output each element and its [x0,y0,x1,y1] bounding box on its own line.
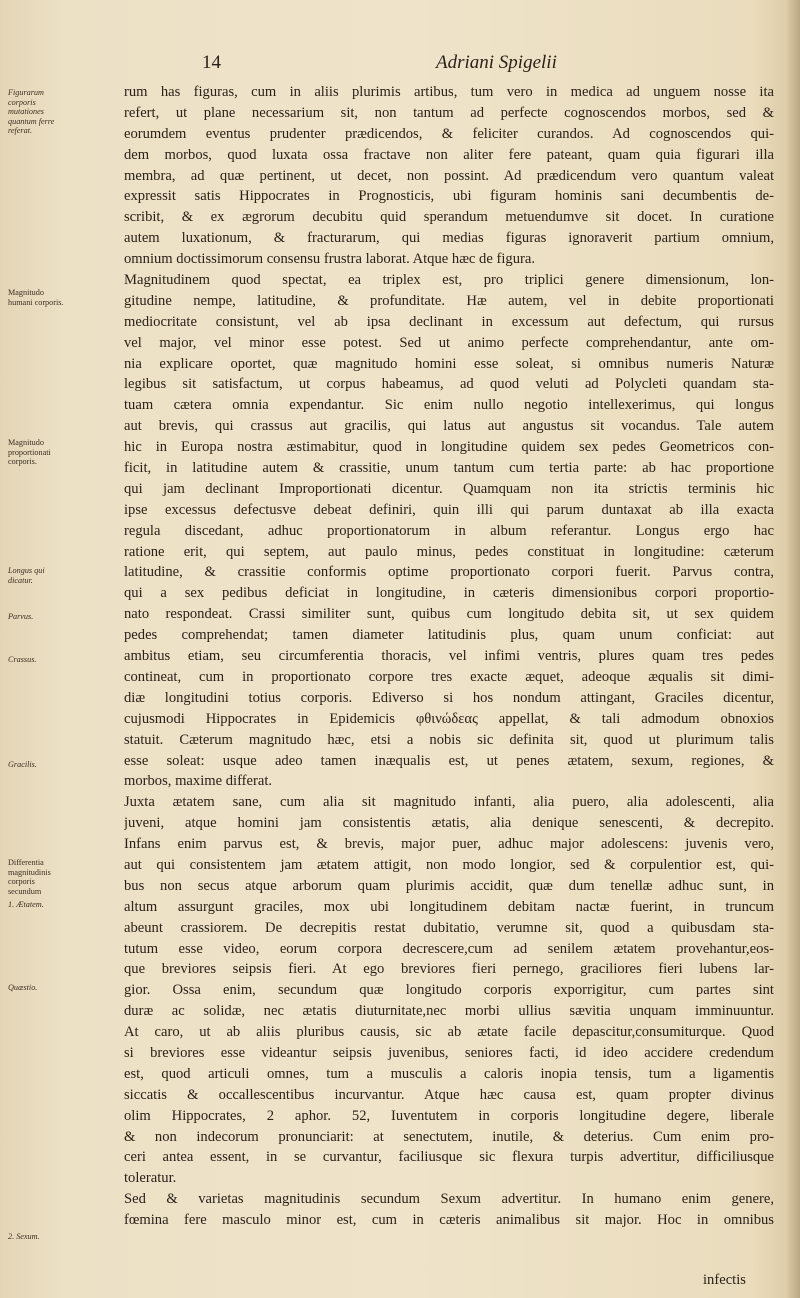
text-line: nato respondeat. Crassi similiter sunt, quibus cum longitudo debita sit, ut sex quidem [124,606,774,623]
text-line: qui jam declinant Improportionati dicentur. Quamquam non ita strictis terminis hic [124,480,774,497]
text-line: tutum esse video, eorum corpora decrescere,cum ad senilem ætatem provehantur,eos- [124,940,774,957]
text-line: ratione erit, qui septem, aut paulo minus, pedes constituat in longitudine: cæterum [124,543,774,560]
text-line: bus non secus atque arborum quam plurimis accidit, quæ dum tenellæ adhuc sunt, in [124,877,774,894]
text-line: omnium doctissimorum consensu frustra laborat. Atque hæc de figura. [124,251,535,268]
text-line: juveni, atque homini jam consistentis ætatis, alia denique senescenti, & decrepito. [124,815,774,832]
text-line: Magnitudinem quod spectat, ea triplex est, pro triplici genere dimensionum, lon- [124,272,774,289]
text-line: duræ ac solidæ, nec ætatis diuturnitate,nec morbi ullius sævitia unquam imminuuntur. [124,1003,774,1020]
text-line: aut brevis, qui crassus aut gracilis, qui latus aut angustus sit vocandus. Tale autem [124,418,774,435]
text-line: fœmina fere masculo minor est, cum in cæteris animalibus sit major. Hoc in omnibus [124,1212,774,1229]
text-line: altum assurgunt graciles, mox ubi longitudinem debitam nactæ fuerint, in truncum [124,898,774,915]
text-line: pedes comprehendat; tamen diameter latitudinis plus, quam unum conficiat: aut [124,627,774,644]
text-line: expressit satis Hippocrates in Prognosticis, ubi figuram hominis sani decumbentis de- [124,188,774,205]
text-line: si breviores esse videantur seipsis juvenibus, seniores facti, id ideo accidere credendum [124,1044,774,1061]
text-line: que breviores seipsis fieri. At ego breviores fieri pernego, graciliores fieri lubens lar- [124,961,774,978]
text-line: nia explicare oportet, quæ magnitudo homini esse soleat, si omnibus numeris Naturæ [124,355,774,372]
margin-note: Differentia magnitudinis corporis secundum [8,858,51,896]
text-line: ipse excessus defectusve debeat definiri, quin illi qui parum duntaxat ab illa exacta [124,501,774,518]
text-line: Infans enim parvus est, & brevis, major puer, adhuc major adolescens: juvenis vero, [124,836,774,853]
page-gutter-shadow [786,0,800,1298]
text-line: vel major, vel minor esse potest. Sed ut animo perfecte comprehendantur, ante om- [124,334,774,351]
margin-note: Gracilis. [8,760,37,769]
text-line: rum has figuras, cum in aliis plurimis artibus, tum vero in medica ad unguem nosse ita [124,84,774,100]
text-line: scribit, & ex ægrorum decubitu quid sperandum metuendumve sit docet. In curatione [124,209,774,226]
text-line: gior. Ossa enim, secundum quæ longitudo corporis exporrigitur, cum partes sint [124,982,774,999]
text-line: refert, ut plane necessarium sit, non tantum ad perfecte cognoscendos morbos, sed & [124,104,774,121]
text-line: gitudine nempe, latitudine, & profunditate. Hæ autem, vel in debite proportionati [124,292,774,309]
margin-note: Longus qui dicatur. [8,566,45,585]
text-line: legibus sit satisfactum, ut corpus habeamus, ad quod veluti ad Polycleti quandam sta- [124,376,774,393]
text-line: siccatis & occallescentibus incurvantur. Atque hæc causa est, quam propter divinus [124,1086,774,1103]
text-line: esse soleat: usque adeo tamen inæqualis est, ut penes ætatem, sexum, regiones, & [124,752,774,769]
text-line: & non indecorum pronunciarit: at senectutem, inutile, & deterius. Cum enim pro- [124,1128,774,1145]
text-line: est, quod articuli omnes, tum a musculis a caloris inopia tensis, tum a ligamentis [124,1065,774,1082]
text-line: olim Hippocrates, 2 aphor. 52, Iuventutem in corporis longitudine degere, liberale [124,1107,774,1124]
text-line: aut qui consistentem jam ætatem attigit, non modo longior, sed & corpulentior est, qui- [124,856,774,873]
text-line: toleratur. [124,1170,177,1187]
margin-note: Magnitudo proportionati corporis. [8,438,51,467]
text-line: abeunt crassiorem. De decrepitis restat dubitatio, verumne sit, quod a quibusdam sta- [124,919,774,936]
text-line: mediocritate consistunt, vel ab ipsa declinant in excessum aut defectum, qui rursus [124,313,774,330]
catchword: infectis [703,1272,746,1288]
text-line: At caro, ut ab aliis pluribus causis, sic ab ætate facile depascitur,consumiturque. Quod [124,1024,774,1041]
page-number: 14 [202,52,221,73]
text-line: cujusmodi Hippocrates in Epidemicis φθινώδεας appellat, & tali admodum obnoxios [124,710,774,727]
text-line: regula discedant, adhuc proportionatorum in album referantur. Longus ergo hac [124,522,774,539]
margin-note: Quæstio. [8,983,38,992]
text-line: tuam cætera omnia expendantur. Sic enim nullo negotio intellexerimus, qui longus [124,397,774,414]
text-line: qui a sex pedibus deficiat in longitudine, in cæteris dimensionibus corpori proportio- [124,585,774,602]
margin-note: Crassus. [8,655,37,664]
text-line: hic in Europa nostra æstimabitur, quod in longitudine quidem sex pedes Geometricos con- [124,439,774,456]
text-line: contineat, cum in proportionato corpore tres exacte æquet, adeoque æqualis sit dimi- [124,668,774,685]
margin-note: Parvus. [8,612,34,621]
text-line: latitudine, & crassitie conformis optime proportionato corpori fuerit. Parvus contra, [124,564,774,581]
margin-note: Figurarum corporis mutationes quantum ferre referat. [8,88,55,136]
text-line: Sed & varietas magnitudinis secundum Sexum advertitur. In humano enim genere, [124,1191,774,1208]
text-line: morbos, maxime differat. [124,773,273,790]
text-line: ceri antea essent, in se curvantur, faciliusque sic flexura turpis advertitur, difficiliusque [124,1149,774,1166]
text-line: ambitus etiam, seu circumferentia thoracis, vel infimi ventris, plures quam tres pedes [124,648,774,665]
page-header [0,52,800,76]
text-line: statuit. Cæterum magnitudo hæc, etsi a nobis sic definita sit, quod ut plurimum talis [124,731,774,748]
margin-note: 1. Ætatem. [8,900,44,909]
running-head: Adriani Spigelii [436,52,557,73]
text-line: diæ longitudini totius corporis. Ediverso si hos nondum attingant, Graciles dicentur, [124,689,774,706]
margin-note: Magnitudo humani corporis. [8,288,64,307]
body-text [124,82,774,1231]
text-line: autem luxationum, & fracturarum, qui medias figuras ignoraverit partium omnium, [124,230,774,247]
text-line: membra, ad quæ pertinent, ut decet, non possint. Ad prædicendum vero quantum valeat [124,167,774,184]
text-line: dem morbos, quod luxata ossa fractave non aliter fere pateant, quam quia figurari illa [124,146,774,163]
margin-note: 2. Sexum. [8,1232,40,1241]
text-line: Juxta ætatem sane, cum alia sit magnitudo infanti, alia puero, alia adolescenti, alia [124,794,774,811]
text-line: eorumdem eventus prudenter prædicendos, & feliciter curandos. Ad cognoscendos qui- [124,125,774,142]
text-line: ficit, in latitudine autem & crassitie, unum tantum cum tertia parte: ab hac proportione [124,460,774,477]
